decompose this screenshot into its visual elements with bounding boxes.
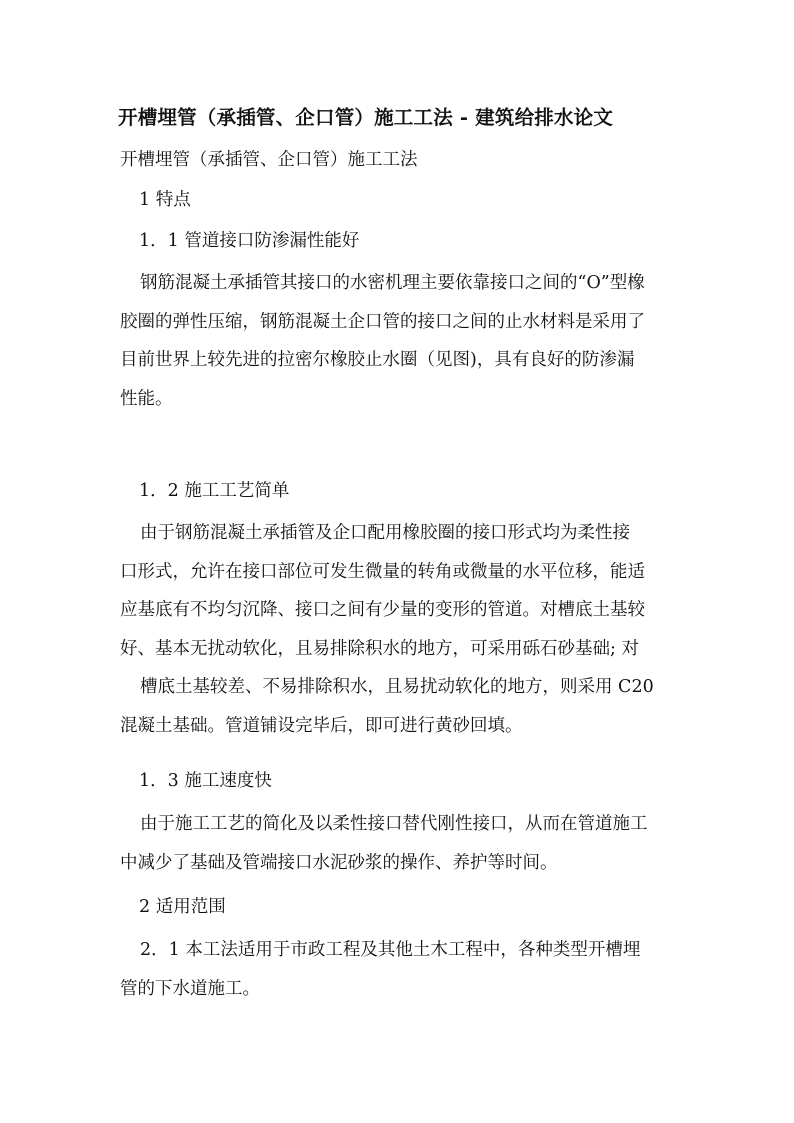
paragraph-line: 胶圈的弹性压缩，钢筋混凝土企口管的接口之间的止水材料是采用了 [120,311,645,332]
section-1-3-paragraph [120,805,676,882]
paragraph-line: 好、基本无扰动软化，且易排除积水的地方，可采用砾石砂基础; 对 [120,638,639,659]
paragraph-line: 中减少了基础及管端接口水泥砂浆的操作、养护等时间。 [120,852,558,873]
paragraph-line: 性能。 [120,388,173,409]
section-1-1-paragraph [120,264,676,418]
section-1-heading: 1 特点 [139,190,191,210]
paragraph-line: 由于施工工艺的简化及以柔性接口替代刚性接口，从而在管道施工 [140,814,648,834]
paragraph-line: 槽底土基较差、不易排除积水，且易扰动软化的地方，则采用 C20 [140,677,654,697]
paragraph-line: 应基底有不均匀沉降、接口之间有少量的变形的管道。对槽底土基较 [120,600,645,620]
paragraph-line: 管的下水道施工。 [120,978,260,999]
section-1-2-heading: 1．2 施工工艺简单 [139,481,290,501]
paragraph-line: 钢筋混凝土承插管其接口的水密机理主要依靠接口之间的“O”型橡 [140,273,645,293]
paragraph-line: 目前世界上较先进的拉密尔橡胶止水圈（见图)，具有良好的防渗漏 [120,350,635,370]
paragraph-line: 混凝土基础。管道铺设完毕后，即可进行黄砂回填。 [120,715,523,736]
section-1-3-heading: 1．3 施工速度快 [139,771,272,791]
section-1-2-paragraph [120,514,676,745]
section-1-1-heading: 1．1 管道接口防渗漏性能好 [139,231,360,251]
paragraph-line: 由于钢筋混凝土承插管及企口配用橡胶圈的接口形式均为柔性接 [140,523,630,543]
document-subtitle: 开槽埋管（承插管、企口管）施工工法 [120,150,418,170]
paragraph-line: 2．1 本工法适用于市政工程及其他土木工程中，各种类型开槽埋 [140,940,641,960]
section-2-1-paragraph [120,931,676,1008]
section-2-heading: 2 适用范围 [139,897,226,917]
paragraph-line: 口形式，允许在接口部位可发生微量的转角或微量的水平位移，能适 [120,561,645,582]
document-title: 开槽埋管（承插管、企口管）施工工法 - 建筑给排水论文 [118,106,614,129]
